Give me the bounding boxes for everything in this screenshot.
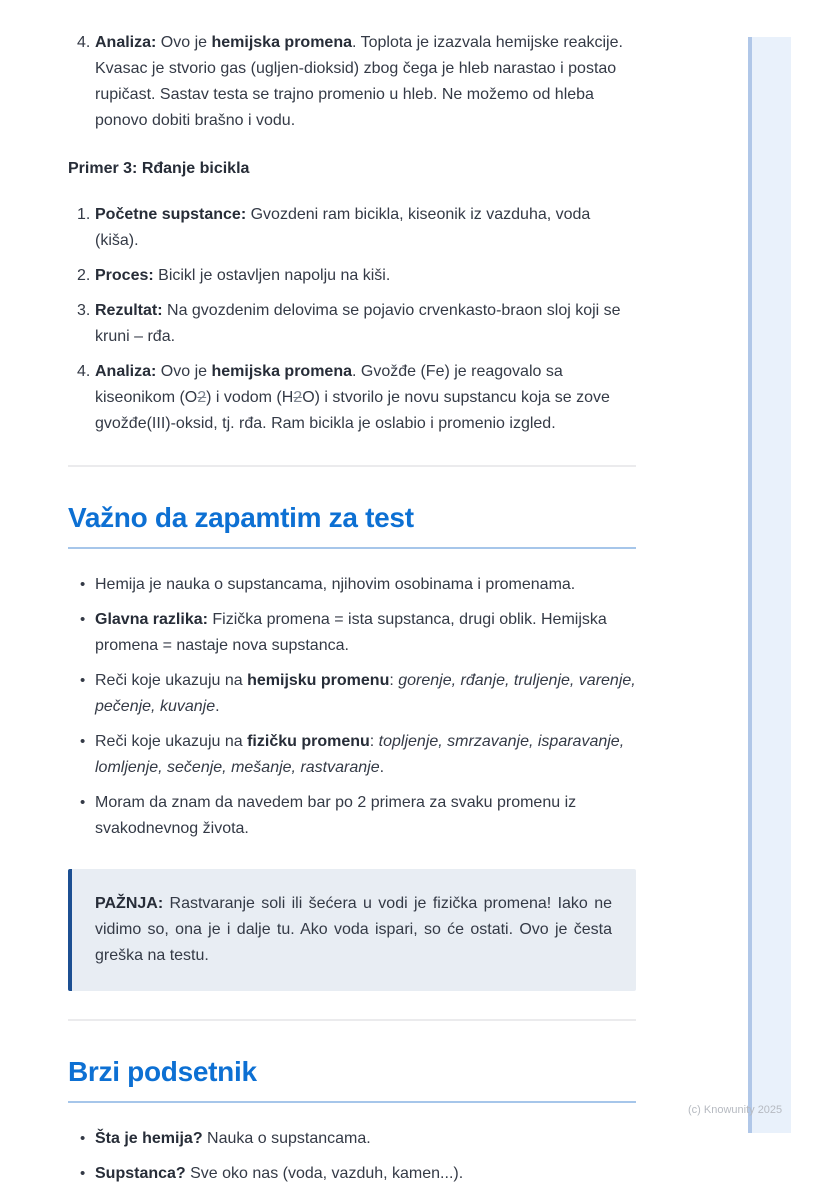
bullet-dot: • [80, 733, 86, 750]
list-number: 4. [77, 363, 91, 380]
list-item [68, 263, 636, 289]
bullet-item-text: Reči koje ukazuju na fizičku promenu: topljenje, smrzavanje, isparavanje, lomljenje, sečenje, mešanje, rastvaranje. [95, 733, 625, 776]
bullet-item [68, 1126, 636, 1152]
attention-callout [68, 869, 636, 991]
list-number: 1. [77, 206, 91, 223]
quick-reminder-bullet-list [68, 1126, 636, 1187]
list-item-text: Proces: Bicikl je ostavljen napolju na kiši. [95, 267, 391, 284]
bullet-item-text: Moram da znam da navedem bar po 2 primera za svaku promenu iz svakodnevnog života. [95, 794, 577, 837]
list-item-text: Rezultat: Na gvozdenim delovima se pojavio crvenkasto-braon sloj koji se kruni – rđa. [95, 302, 621, 345]
bullet-item-text: Reči koje ukazuju na hemijsku promenu: gorenje, rđanje, truljenje, varenje, pečenje, kuvanje. [95, 672, 636, 715]
bullet-item-text: Šta je hemija? Nauka o supstancama. [95, 1130, 371, 1147]
section-heading-brzi-podsetnik: Brzi podsetnik [68, 1056, 636, 1103]
list-item-text: Početne supstance: Gvozdeni ram bicikla, kiseonik iz vazduha, voda (kiša). [95, 206, 591, 249]
bullet-item-text: Glavna razlika: Fizička promena = ista supstanca, drugi oblik. Hemijska promena = nastaje nova supstanca. [95, 611, 607, 654]
bullet-item [68, 668, 636, 720]
bullet-item-text: Hemija je nauka o supstancama, njihovim osobinama i promenama. [95, 576, 576, 593]
section-heading-vazno-da-zapamtim: Važno da zapamtim za test [68, 502, 636, 549]
bullet-dot: • [80, 1130, 86, 1147]
list-number: 2. [77, 267, 91, 284]
attention-callout-text: PAŽNJA: Rastvaranje soli ili šećera u vodi je fizička promena! Iako ne vidimo so, ona je i dalje tu. Ako voda ispari, so će ostati. Ovo je česta greška na testu. [95, 895, 612, 964]
watermark-copyright: (c) Knowunity 2025 [688, 1104, 783, 1116]
list-number: 4. [77, 34, 91, 51]
bullet-item [68, 790, 636, 842]
intro-numbered-list [68, 30, 636, 134]
list-item [68, 202, 636, 254]
list-item-text: Analiza: Ovo je hemijska promena. Gvožđe (Fe) je reagovalo sa kiseonikom (O2) i vodom (H2O) i stvorilo je novu supstancu koja se zove gvožđe(III)-oksid, tj. rđa. Ram bicikla je oslabio i promenio izgled. [95, 363, 610, 432]
bullet-item [68, 1161, 636, 1187]
bullet-dot: • [80, 576, 86, 593]
bullet-dot: • [80, 794, 86, 811]
section-divider [68, 465, 636, 467]
list-item [68, 298, 636, 350]
list-item-text: Analiza: Ovo je hemijska promena. Toplota je izazvala hemijske reakcije. Kvasac je stvorio gas (ugljen-dioksid) zbog čega je hleb narastao i postao rupičast. Sastav testa se trajno promenio u hleb. Ne možemo od hleba ponovo dobiti brašno i vodu. [95, 34, 623, 129]
bullet-item [68, 607, 636, 659]
section-divider [68, 1019, 636, 1021]
bullet-item [68, 729, 636, 781]
example-heading: Primer 3: Rđanje bicikla [68, 160, 250, 177]
bullet-dot: • [80, 1165, 86, 1182]
bullet-item-text: Supstanca? Sve oko nas (voda, vazduh, kamen...). [95, 1165, 464, 1182]
next-page-edge-preview [748, 37, 791, 1133]
example-numbered-list [68, 202, 636, 437]
key-points-bullet-list [68, 572, 636, 842]
bullet-item [68, 572, 636, 598]
list-item [68, 30, 636, 134]
bullet-dot: • [80, 611, 86, 628]
list-number: 3. [77, 302, 91, 319]
document-page [68, 30, 636, 1196]
list-item [68, 359, 636, 437]
bullet-dot: • [80, 672, 86, 689]
